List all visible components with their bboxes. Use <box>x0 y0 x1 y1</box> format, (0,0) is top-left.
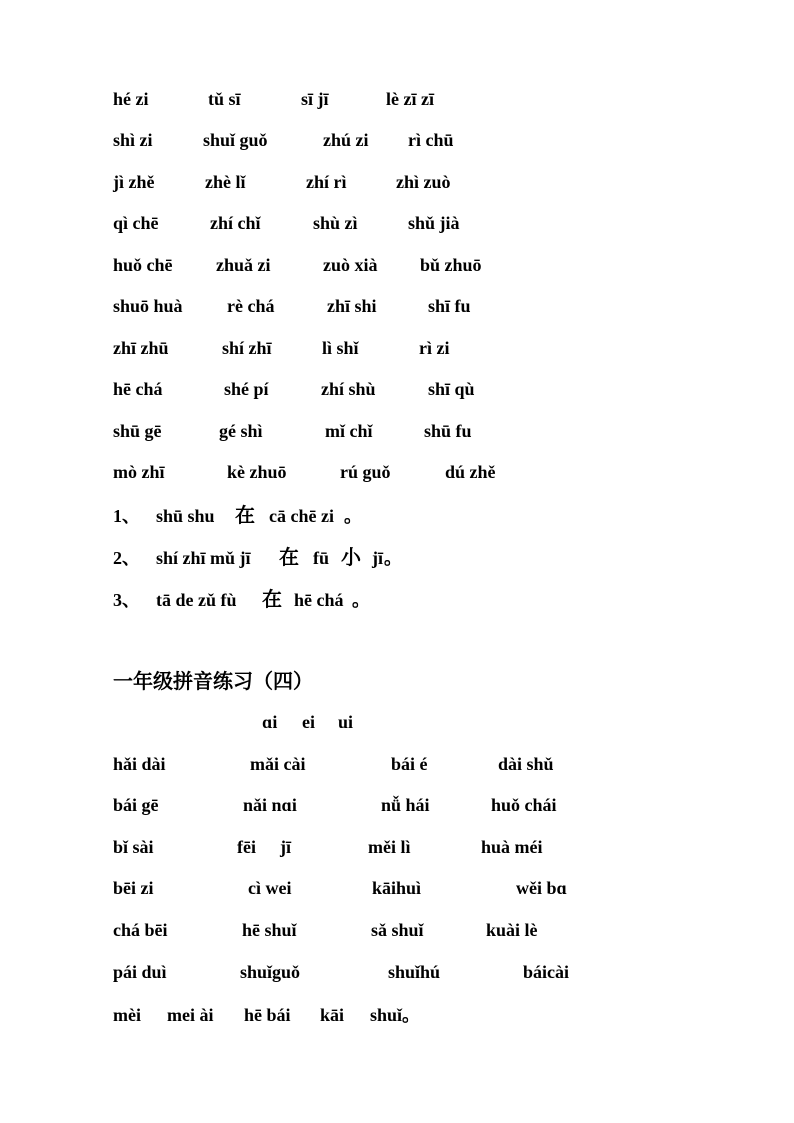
pinyin-word: gé shì <box>219 421 263 441</box>
sentence <box>0 545 794 571</box>
pinyin-word: kuài lè <box>486 920 538 940</box>
pinyin-word: rì chū <box>408 130 454 150</box>
pinyin-row <box>0 875 794 901</box>
pinyin-word: hǎi dài <box>113 754 166 774</box>
pinyin-word: shuō huà <box>113 296 183 316</box>
sentence-pinyin: fū <box>313 548 330 568</box>
pinyin-word: mǐ chǐ <box>325 421 373 441</box>
pinyin-word: bēi zi <box>113 878 154 898</box>
pinyin-word: měi lì <box>368 837 411 857</box>
pinyin-word: kāihuì <box>372 878 422 898</box>
pinyin-word: mǎi cài <box>250 754 306 774</box>
pinyin-word: zhì zuò <box>396 172 451 192</box>
pinyin-row <box>0 127 794 153</box>
pinyin-word: zhè lǐ <box>205 172 246 192</box>
sentence-pinyin: jī <box>372 548 383 568</box>
pinyin-word: zhú zi <box>323 130 369 150</box>
pinyin-word: zhuǎ zi <box>216 255 271 275</box>
sentence-number: 3、 <box>113 590 140 610</box>
section-heading <box>0 669 794 695</box>
pinyin-word: lè zī zī <box>386 89 434 109</box>
pinyin-word: shuǐhú <box>388 962 441 982</box>
pinyin-word: cì wei <box>248 878 292 898</box>
pinyin-row <box>0 252 794 278</box>
pinyin-word: rì zi <box>419 338 450 358</box>
sentence-hanzi: 在 <box>279 547 299 569</box>
vowel-header <box>0 709 794 735</box>
pinyin-word: tǔ sī <box>208 89 241 109</box>
pinyin-word: shǔ jià <box>408 213 460 233</box>
pinyin-word: rú guǒ <box>340 462 391 482</box>
pinyin-word: sī jī <box>301 89 329 109</box>
pinyin-word: nǚ hái <box>381 795 430 815</box>
sentence-period: 。 <box>384 548 402 568</box>
pinyin-word: hé zi <box>113 89 149 109</box>
pinyin-word: lì shǐ <box>322 338 359 358</box>
pinyin-word: qì chē <box>113 213 159 233</box>
pinyin-word: kè zhuō <box>227 462 287 482</box>
sentence-hanzi: 在 <box>262 589 282 611</box>
pinyin-word: shù zì <box>313 213 358 233</box>
pinyin-word: shì zi <box>113 130 153 150</box>
sentence-period: 。 <box>352 590 370 610</box>
pinyin-word: shuǐ。 <box>370 1005 421 1025</box>
section-title: 一年级拼音练习（四） <box>113 671 313 693</box>
pinyin-word: bái gē <box>113 795 159 815</box>
pinyin-row <box>0 210 794 236</box>
pinyin-word: hē chá <box>113 379 163 399</box>
vowel: ei <box>302 712 315 732</box>
sentence-number: 2、 <box>113 548 140 568</box>
pinyin-row <box>0 335 794 361</box>
sentence-pinyin: tā de zǔ fù <box>156 590 237 610</box>
pinyin-word: shū gē <box>113 421 162 441</box>
sentence-pinyin: hē chá <box>294 590 344 610</box>
pinyin-word: kāi <box>320 1005 345 1025</box>
pinyin-word: dài shǔ <box>498 754 554 774</box>
pinyin-word: shū fu <box>424 421 472 441</box>
pinyin-word: huǒ chái <box>491 795 557 815</box>
sentence-number: 1、 <box>113 506 140 526</box>
pinyin-word: huà méi <box>481 837 543 857</box>
pinyin-word: jì zhě <box>113 172 155 192</box>
pinyin-row <box>0 418 794 444</box>
pinyin-row <box>0 86 794 112</box>
sentence <box>0 587 794 613</box>
pinyin-word: nǎi nɑi <box>243 795 297 815</box>
pinyin-word: chá bēi <box>113 920 168 940</box>
pinyin-word: rè chá <box>227 296 275 316</box>
pinyin-word: huǒ chē <box>113 255 173 275</box>
pinyin-word: zhí rì <box>306 172 347 192</box>
pinyin-word: báicài <box>523 962 570 982</box>
pinyin-word: fēi <box>237 837 256 857</box>
sentence-pinyin: cā chē zi <box>269 506 334 526</box>
pinyin-row <box>0 169 794 195</box>
pinyin-row <box>0 376 794 402</box>
pinyin-word: mei ài <box>167 1005 214 1025</box>
pinyin-word: hē bái <box>244 1005 291 1025</box>
pinyin-word: mèi <box>113 1005 141 1025</box>
pinyin-word: zhī shi <box>327 296 377 316</box>
pinyin-row <box>0 751 794 777</box>
pinyin-word: hē shuǐ <box>242 920 297 940</box>
pinyin-row <box>0 792 794 818</box>
sentence-period: 。 <box>344 506 362 526</box>
pinyin-word: zhí chǐ <box>210 213 261 233</box>
pinyin-word: mò zhī <box>113 462 165 482</box>
pinyin-row <box>0 1002 794 1028</box>
pinyin-word: zhī zhū <box>113 338 169 358</box>
vowel: ɑi <box>262 712 278 732</box>
sentence-pinyin: shū shu <box>156 506 215 526</box>
pinyin-row <box>0 917 794 943</box>
pinyin-word: shuǐguǒ <box>240 962 301 982</box>
sentence-hanzi: 在 <box>235 505 255 527</box>
pinyin-word: zhí shù <box>321 379 376 399</box>
pinyin-word: wěi bɑ <box>516 878 567 898</box>
sentence <box>0 503 794 529</box>
pinyin-word: shī qù <box>428 379 475 399</box>
pinyin-word: shí zhī <box>222 338 272 358</box>
pinyin-word: dú zhě <box>445 462 496 482</box>
vowel: ui <box>338 712 354 732</box>
pinyin-row <box>0 959 794 985</box>
sentence-hanzi: 小 <box>341 547 361 569</box>
pinyin-word: bǔ zhuō <box>420 255 482 275</box>
pinyin-word: jī <box>280 837 291 857</box>
pinyin-word: sǎ shuǐ <box>371 920 424 940</box>
pinyin-word: bái é <box>391 754 428 774</box>
pinyin-word: shuǐ guǒ <box>203 130 268 150</box>
pinyin-row <box>0 459 794 485</box>
pinyin-row <box>0 834 794 860</box>
pinyin-word: bǐ sài <box>113 837 154 857</box>
pinyin-word: shé pí <box>224 379 269 399</box>
sentence-pinyin: shí zhī mǔ jī <box>156 548 251 568</box>
pinyin-word: shī fu <box>428 296 471 316</box>
pinyin-word: pái duì <box>113 962 167 982</box>
pinyin-row <box>0 293 794 319</box>
pinyin-word: zuò xià <box>323 255 378 275</box>
